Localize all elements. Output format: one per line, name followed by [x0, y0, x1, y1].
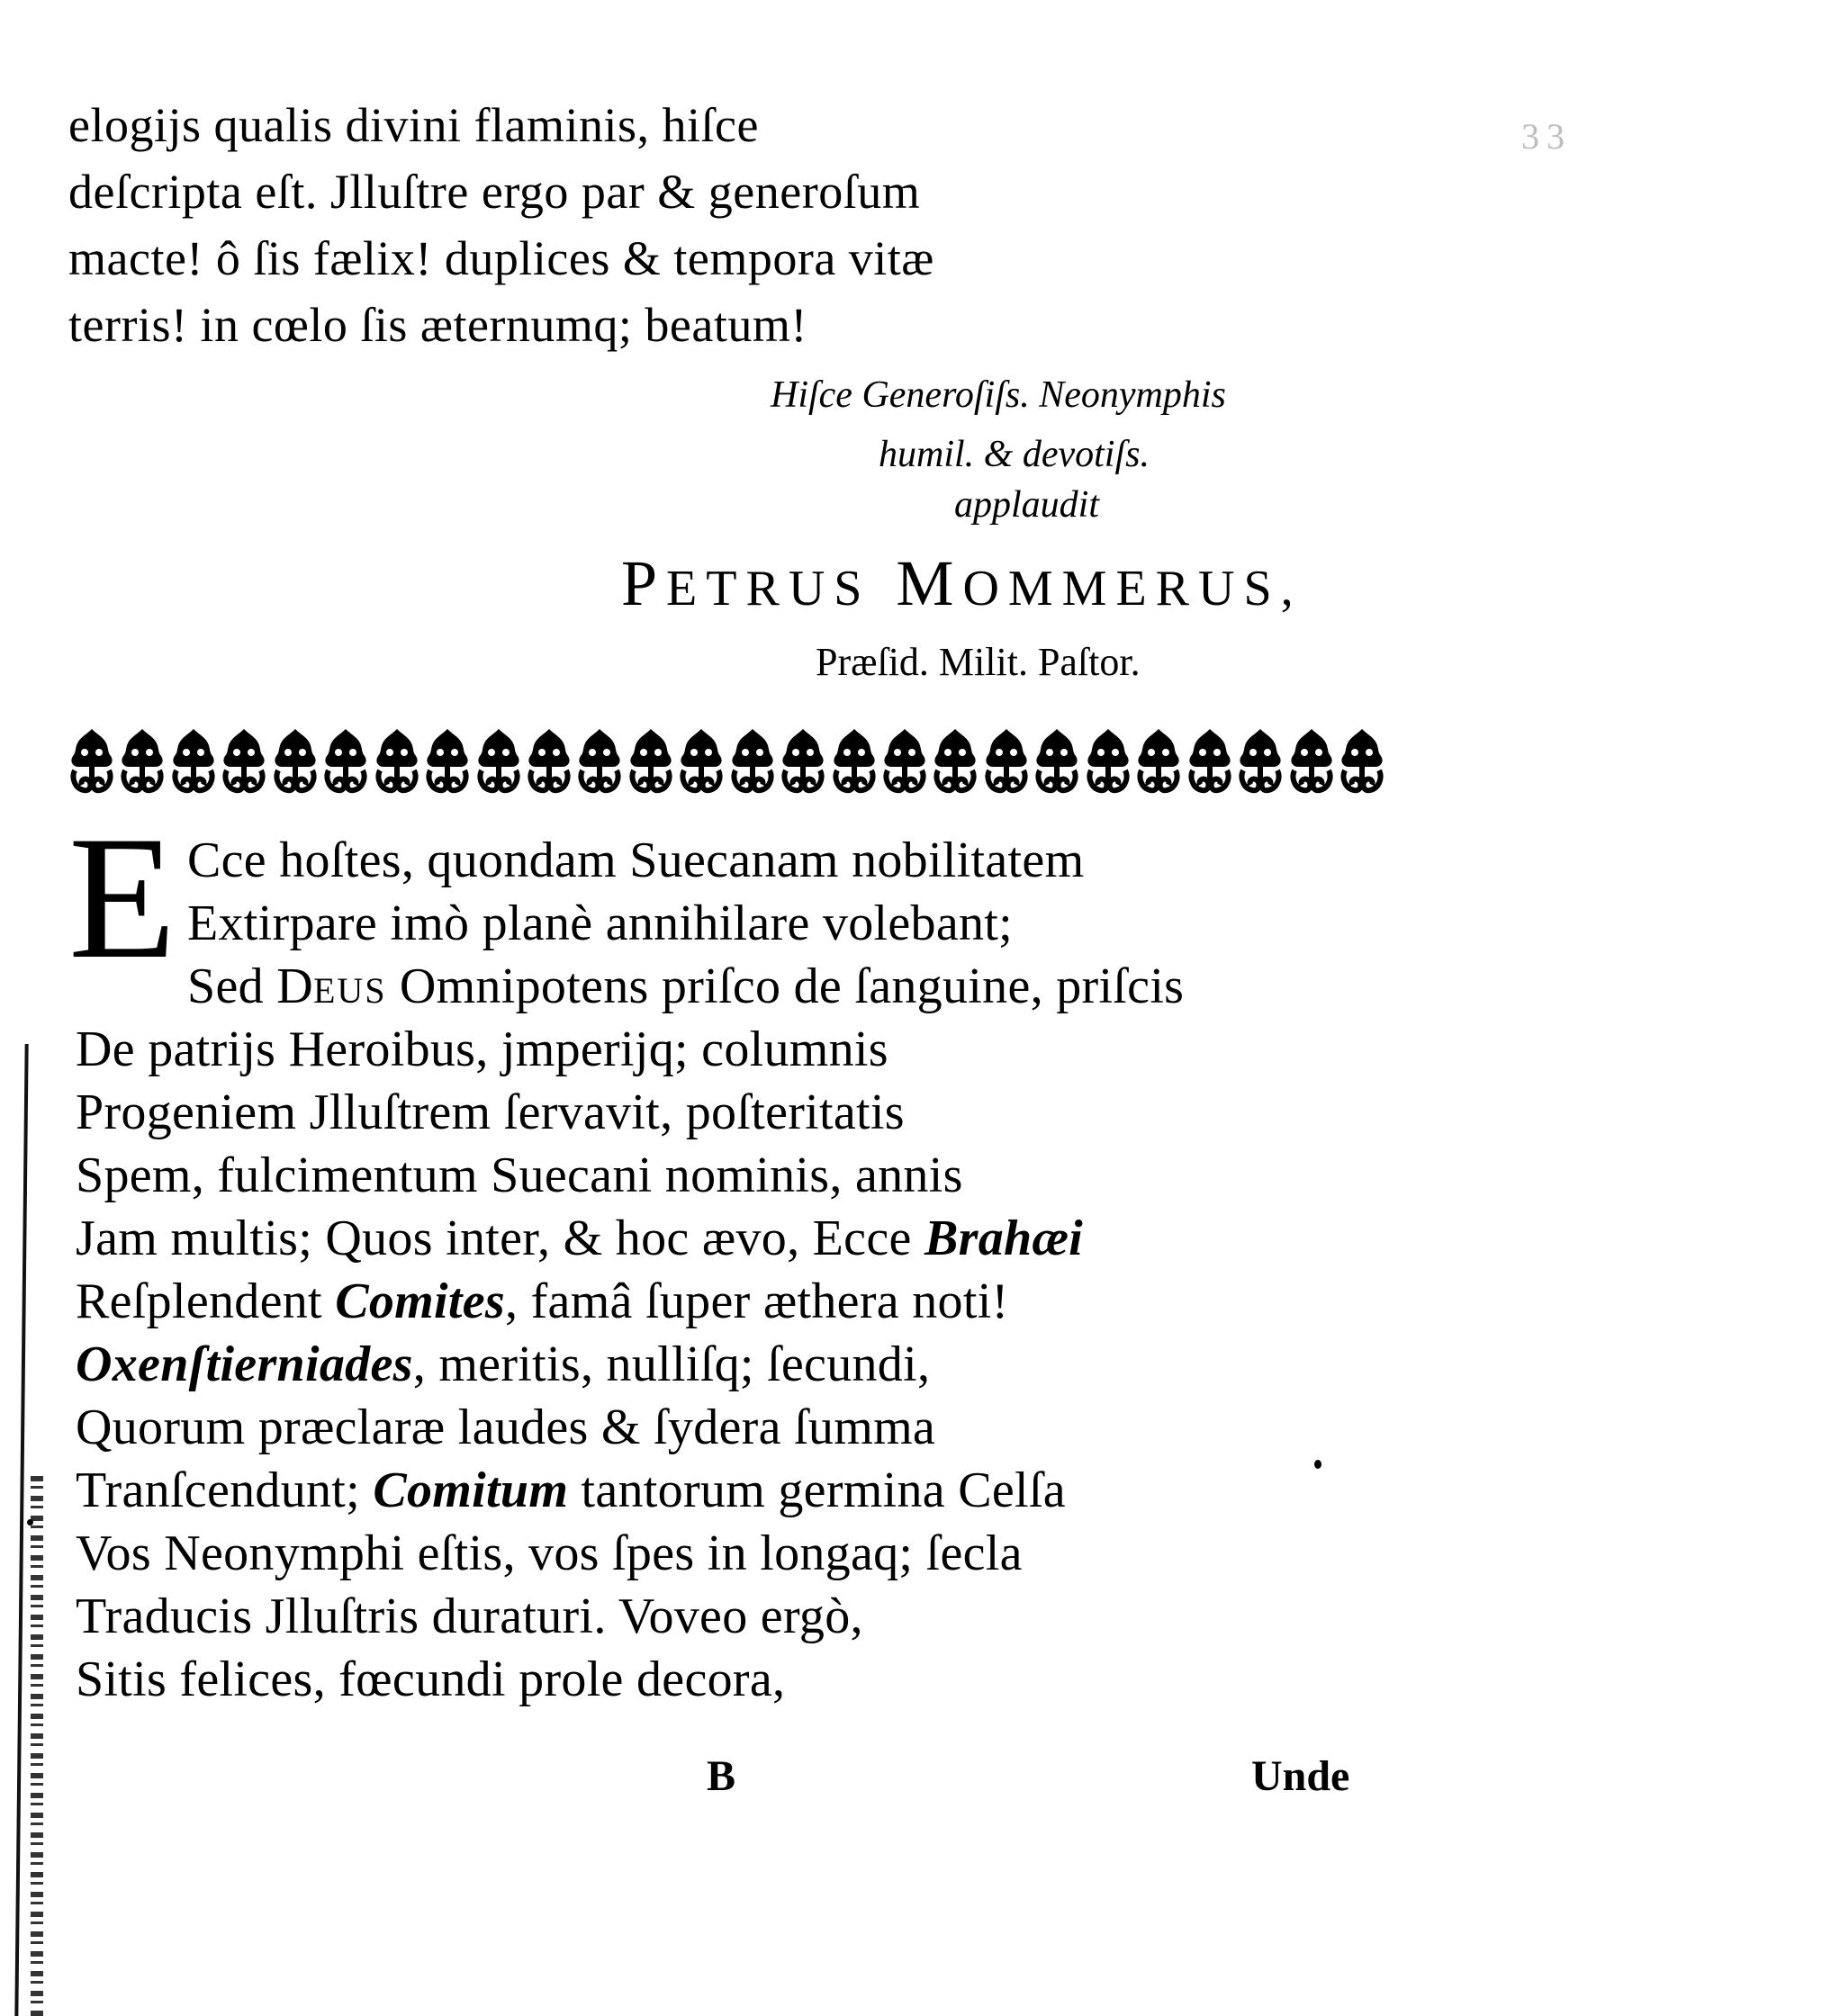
author-title: Præſid. Milit. Paſtor. [816, 640, 1141, 684]
poem-line [76, 1462, 1066, 1518]
text-line: deſcripta eſt. Jlluſtre ergo par & generoſum [68, 165, 921, 219]
fleuron-icon [525, 727, 573, 797]
poem-line [187, 958, 1185, 1014]
poem-text: tantorum germina Celſa [568, 1462, 1066, 1518]
text-line: elogijs qualis divini flaminis, hiſce [68, 98, 759, 152]
fleuron-icon [68, 727, 116, 797]
fleuron-icon [373, 727, 421, 797]
author-initial: P [621, 547, 667, 619]
fleuron-icon [1186, 727, 1234, 797]
poem-smallcaps: D [276, 958, 313, 1014]
poem-line [76, 1276, 1009, 1327]
fleuron-icon [1134, 727, 1183, 797]
poem-line [76, 1210, 1084, 1266]
poem-text: Jam multis; Quos inter, & hoc ævo, Ecce [76, 1210, 925, 1266]
poem-emphasis: Comites [335, 1274, 505, 1329]
poem-text: Reſplendent [76, 1274, 336, 1329]
poem-line: Spem, fulcimentum Suecani nominis, annis [76, 1148, 963, 1203]
fleuron-icon [1084, 727, 1132, 797]
poem-emphasis: Oxenſtierniades [76, 1336, 413, 1392]
ink-speck [27, 1519, 33, 1526]
dedication-line: humil. & devotiſs. [879, 434, 1150, 475]
poem-text: Sed [187, 958, 277, 1014]
dedication-line: applaudit [954, 484, 1100, 526]
poem-emphasis: Brahæi [924, 1210, 1084, 1266]
fleuron-icon [779, 727, 827, 797]
fleuron-icon [220, 727, 268, 797]
binding-edge [13, 1044, 49, 2016]
poem-emphasis: Comitum [373, 1462, 569, 1518]
poem-line: Sitis felices, fœcundi prole decora, [76, 1652, 786, 1707]
fleuron-icon [880, 727, 929, 797]
author-last: OMMERUS, [962, 561, 1303, 616]
catchword: Unde [1251, 1752, 1350, 1800]
fleuron-icon [423, 727, 472, 797]
author-initial: M [896, 547, 963, 619]
poem-line: Cce hoſtes, quondam Suecanam nobilitatem [187, 832, 1085, 888]
poem-smallcaps: EUS [312, 970, 387, 1011]
fleuron-icon [830, 727, 879, 797]
poem-line: Traducis Jlluſtris duraturi. Voveo ergò, [76, 1588, 863, 1644]
signature-mark: B [707, 1752, 736, 1800]
dedication-line: Hiſce Generoſiſs. Neonymphis [771, 374, 1226, 416]
fleuron-icon [728, 727, 777, 797]
author-first: ETRUS [666, 561, 871, 616]
fleuron-ornament-band [68, 725, 1386, 797]
fleuron-icon [931, 727, 979, 797]
fleuron-icon [474, 727, 523, 797]
poem-text: Tranſcendunt; [76, 1462, 374, 1518]
poem-line: Vos Neonymphi eſtis, vos ſpes in longaq; ſecla [76, 1526, 1023, 1581]
author-name [621, 547, 1303, 619]
fleuron-icon [169, 727, 218, 797]
binding-rule [14, 1044, 28, 2016]
poem-text: , famâ ſuper æthera noti! [504, 1274, 1009, 1329]
fleuron-icon [321, 727, 370, 797]
fleuron-icon [1338, 727, 1386, 797]
poem-line: Quorum præclaræ laudes & ſydera ſumma [76, 1400, 936, 1455]
fleuron-icon [677, 727, 726, 797]
poem-text: , meritis, nulliſq; ſecundi, [412, 1336, 931, 1392]
page-number: 33 [1521, 116, 1572, 157]
text-line: macte! ô ſis fælix! duplices & tempora vitæ [68, 231, 934, 285]
poem-line: Progeniem Jlluſtrem ſervavit, poſteritatis [76, 1084, 905, 1140]
fleuron-icon [1033, 727, 1081, 797]
binding-noise [31, 1476, 43, 2016]
fleuron-icon [627, 727, 675, 797]
fleuron-icon [118, 727, 167, 797]
poem-text: Omnipotens priſco de ſanguine, priſcis [386, 958, 1185, 1014]
drop-cap: E [68, 800, 176, 995]
text-line: terris! in cœlo ſis æternumq; beatum! [68, 298, 807, 352]
poem-line: De patrijs Heroibus, jmperijq; columnis [76, 1022, 888, 1077]
fleuron-icon [271, 727, 320, 797]
fleuron-icon [982, 727, 1031, 797]
fleuron-icon [1236, 727, 1285, 797]
poem-line: Extirpare imò planè annihilare volebant; [187, 896, 1013, 951]
fleuron-icon [575, 727, 624, 797]
poem-line [76, 1336, 931, 1392]
ink-speck [1314, 1460, 1321, 1469]
fleuron-icon [1287, 727, 1336, 797]
